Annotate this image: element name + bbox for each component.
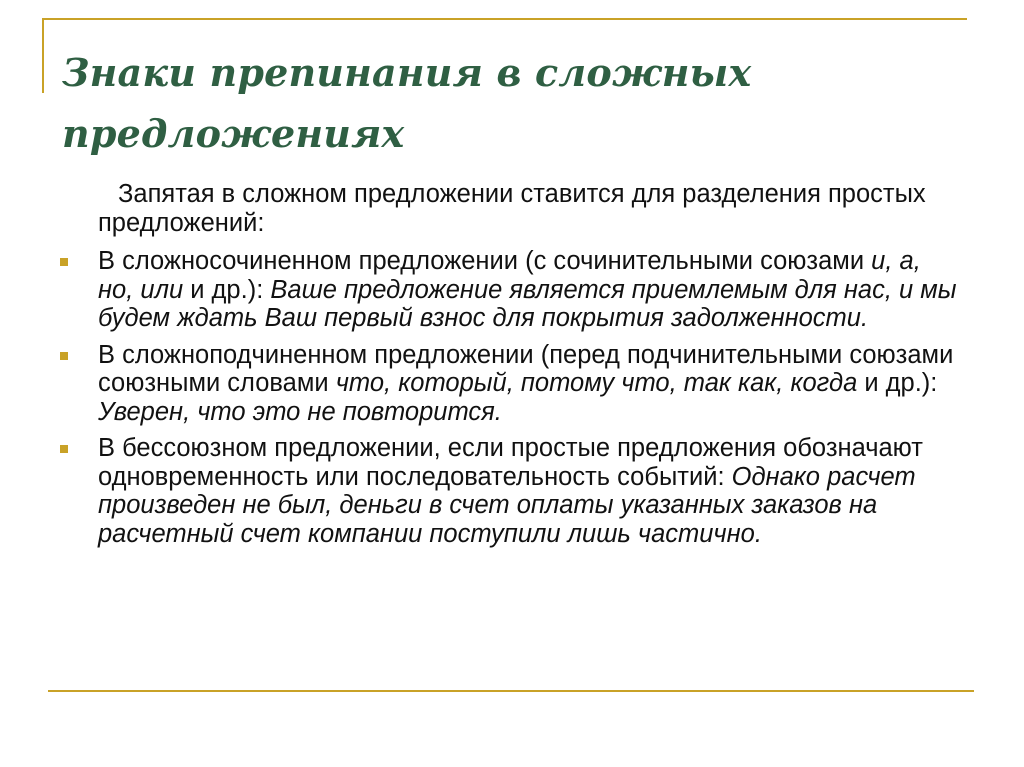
square-bullet-icon: [60, 445, 68, 453]
frame-top-line: [42, 18, 967, 20]
bullet-text: В сложноподчиненном предложении (перед подчинительными союзами союзными словами: [98, 340, 954, 397]
bullet-text: В бессоюзном предложении, если простые предложения обозначают одновременность или последовательность событий:: [98, 434, 923, 491]
example-sentence: Уверен, что это не повторится.: [98, 397, 502, 426]
slide-content: [58, 180, 958, 556]
example-sentence: Однако расчет произведен не был, деньги в счет оплаты указанных заказов на расчетный счет компании поступили лишь частично.: [98, 462, 916, 548]
example-sentence: Ваше предложение является приемлемым для нас, и мы будем ждать Ваш первый взнос для покрытия задолженности.: [98, 275, 957, 332]
bullet-text: В сложносочиненном предложении (с сочинительными союзами: [98, 247, 872, 275]
bullet-list: [58, 247, 958, 548]
slide-title: Знаки препинания в сложных предложениях: [62, 50, 752, 156]
bullet-item-compound: [58, 247, 958, 333]
frame-bottom-line: [48, 690, 974, 692]
frame-left-line: [42, 18, 44, 93]
conjunctions-italic: что, который, потому что, так как, когда: [335, 369, 858, 397]
bullet-text: и др.):: [183, 275, 271, 304]
bullet-text: и др.):: [857, 369, 938, 397]
intro-paragraph: Запятая в сложном предложении ставится для разделения простых предложений:: [98, 180, 926, 237]
square-bullet-icon: [60, 352, 68, 360]
bullet-item-complex: [58, 341, 958, 427]
square-bullet-icon: [60, 258, 68, 266]
bullet-item-asyndetic: [58, 434, 958, 548]
conjunctions-italic: и, а, но, или: [98, 247, 921, 304]
